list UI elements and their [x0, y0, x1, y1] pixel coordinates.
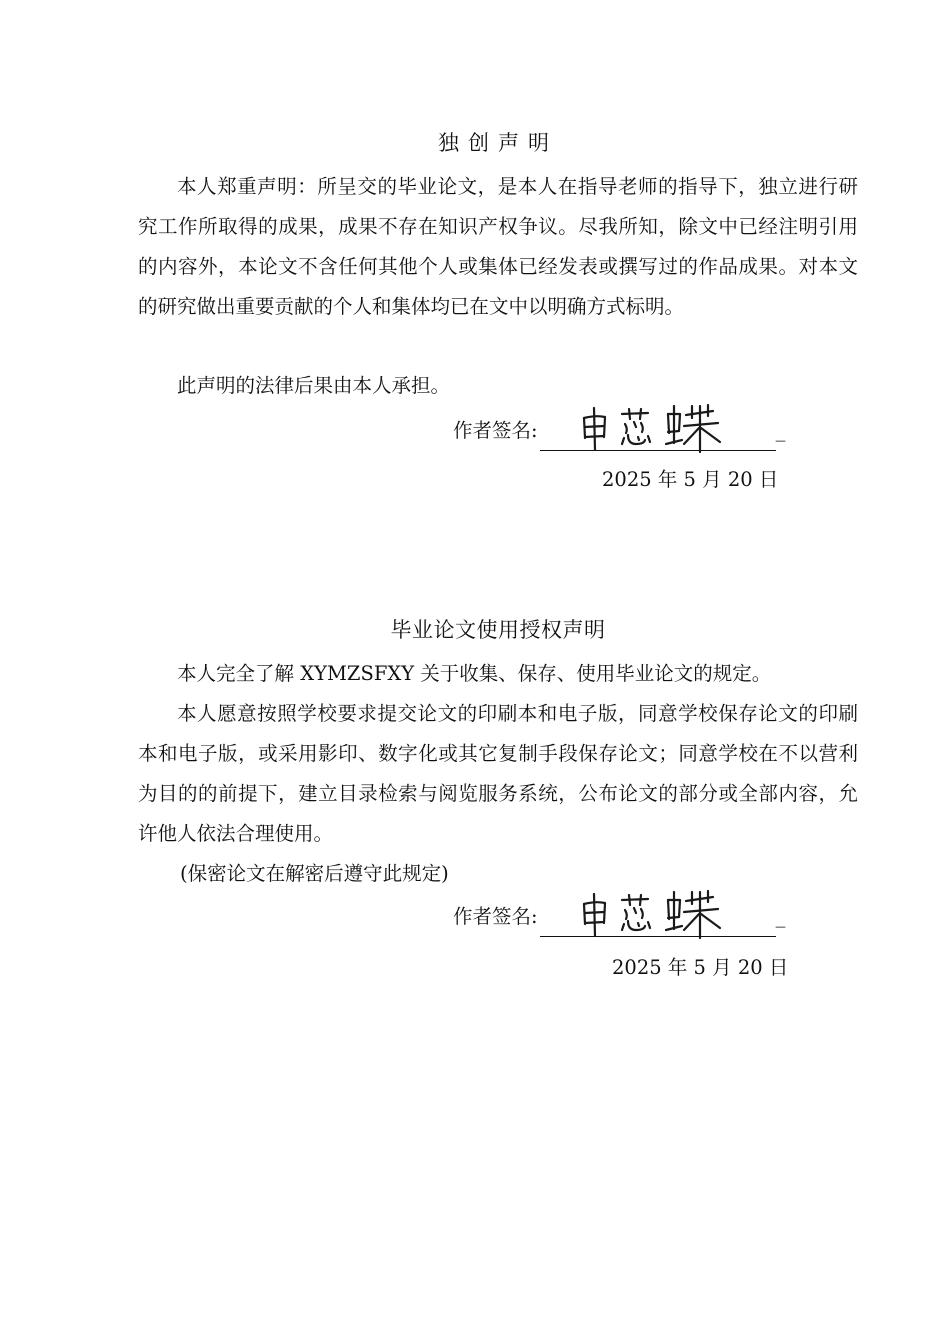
signature-line: [540, 414, 776, 451]
legal-consequence-paragraph: 此声明的法律后果由本人承担。: [177, 374, 451, 397]
declaration-date: 2025 年 5 月 20 日: [602, 468, 779, 491]
declaration-title: 独创声明: [438, 131, 558, 155]
signature-label: 作者签名:: [453, 419, 538, 442]
handwritten-signature: [578, 886, 738, 940]
handwritten-signature: [578, 400, 738, 454]
confidential-note: (保密论文在解密后遵守此规定): [180, 862, 449, 885]
authorization-signature-row: 作者签名: _: [453, 897, 785, 937]
authorization-date: 2025 年 5 月 20 日: [612, 956, 789, 979]
authorization-paragraph-2: 本人愿意按照学校要求提交论文的印刷本和电子版，同意学校保存论文的印刷本和电子版，或采用影印、数字化或其它复制手段保存论文；同意学校在不以营利为目的的前提下，建立目录检索与阅览服务系统，公布论文的部分或全部内容，允许他人依法合理使用。: [138, 702, 858, 845]
declaration-paragraph: 本人郑重声明：所呈交的毕业论文，是本人在指导老师的指导下，独立进行研究工作所取得的成果，成果不存在知识产权争议。尽我所知，除文中已经注明引用的内容外，本论文不含任何其他个人或集体已经发表或撰写过的作品成果。对本文的研究做出重要贡献的个人和集体均已在文中以明确方式标明。: [138, 175, 858, 318]
signature-line: [540, 900, 776, 937]
declaration-signature-row: 作者签名: _: [453, 411, 785, 451]
authorization-paragraph-1: 本人完全了解 XYMZSFXY 关于收集、保存、使用毕业论文的规定。: [177, 662, 772, 685]
signature-label: 作者签名:: [453, 905, 538, 928]
authorization-title: 毕业论文使用授权声明: [390, 618, 606, 642]
